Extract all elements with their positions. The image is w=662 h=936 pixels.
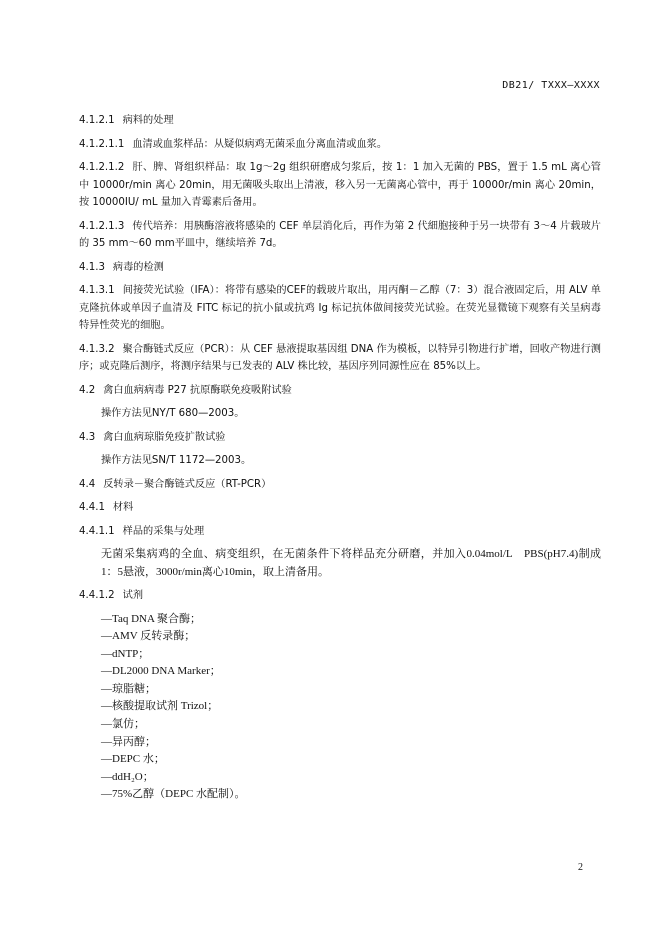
section-title: 禽白血病琼脂免疫扩散试验 [103, 431, 226, 443]
reagent-item: —DEPC 水； [101, 753, 165, 766]
section-4-4-1 [79, 499, 601, 517]
section-number: 4.2 [79, 384, 96, 396]
section-4-1-3-2 [79, 341, 601, 376]
reagent-item: —ddH₂O； [101, 770, 154, 783]
section-text: 传代培养：用胰酶溶液将感染的 CEF 单层消化后，再作为第 2 代細胞接种于另一块带有 3～4 片载玻片的 35 mm～60 mm平皿中，继续培养 7d。 [79, 220, 601, 249]
reagent-item: —75%乙醇（DEPC 水配制）。 [101, 788, 246, 801]
document-body [79, 106, 601, 804]
section-4-2-method [79, 405, 601, 423]
section-4-4-1-2 [79, 587, 601, 605]
section-title: 病毒的检测 [112, 261, 164, 273]
reagent-item: —dNTP； [101, 647, 150, 660]
section-number: 4.1.3 [79, 261, 105, 273]
section-text: 血清或血浆样品：从疑似病鸡无菌采血分离血清或血浆。 [132, 138, 388, 150]
reagent-item: —AMV 反转录酶； [101, 630, 196, 643]
section-number: 4.1.2.1.1 [79, 138, 125, 150]
section-title: 禽白血病病毒 P27 抗原酶联免疫吸附试验 [103, 384, 292, 396]
reagent-item: —核酸提取试剂 Trizol； [101, 700, 219, 713]
section-title: 样品的采集与处理 [122, 525, 205, 537]
reagent-list [79, 611, 601, 805]
section-4-4-1-1-text [79, 546, 601, 581]
section-4-4 [79, 476, 601, 494]
section-number: 4.4 [79, 478, 96, 490]
section-text: 操作方法见NY/T 680—2003。 [101, 408, 245, 419]
section-number: 4.1.2.1.3 [79, 220, 125, 232]
section-title: 病料的处理 [122, 115, 174, 126]
reagent-item: —琼脂糖； [101, 682, 156, 695]
section-4-3 [79, 429, 601, 447]
section-4-2 [79, 382, 601, 400]
section-title: 材料 [112, 502, 134, 513]
section-number: 4.4.1.2 [79, 590, 115, 601]
section-title: 试剂 [122, 590, 144, 601]
section-number: 4.4.1 [79, 502, 105, 513]
section-title: 反转录－聚合酶链式反应（RT-PCR） [103, 478, 272, 490]
section-number: 4.3 [79, 431, 96, 443]
section-4-1-2-1-1 [79, 136, 601, 154]
reagent-item: —异丙醇； [101, 735, 156, 748]
section-text: 间接荧光试验（IFA）：将带有感染的CEF的载玻片取出，用丙酮－乙醇（7：3）混合液固定后，用 ALV 单克隆抗体或单因子血清及 FITC 标记的抗小鼠或抗鸡 Ig 标记抗体做间接荧光试验。在荧光显微镜下观察有关呈病毒特异性荧光的细胞。 [79, 285, 601, 331]
section-text: 操作方法见SN/T 1172—2003。 [101, 455, 252, 466]
section-4-1-2-1-3 [79, 218, 601, 253]
section-number: 4.1.2.1 [79, 115, 115, 126]
section-number: 4.1.3.1 [79, 285, 115, 296]
section-text: 聚合酶链式反应（PCR）：从 CEF 悬液提取基因组 DNA 作为模板，以特异引物进行扩增，回收产物进行测序；或克隆后测序，将测序结果与已发表的 ALV 株比较，基因序列同源性应在 85%以上。 [79, 343, 601, 372]
section-4-1-3-1 [79, 282, 601, 335]
page-number: 2 [578, 862, 583, 873]
section-4-1-2-1-2 [79, 159, 601, 212]
section-4-3-method [79, 452, 601, 470]
document-code: DB21/ TXXX—XXXX [502, 80, 600, 91]
section-number: 4.1.3.2 [79, 343, 115, 355]
section-4-1-3 [79, 259, 601, 277]
reagent-item: —氯仿； [101, 718, 145, 731]
section-text: 肝、脾、肾组织样品：取 1g～2g 组织研磨成匀浆后，按 1：1 加入无菌的 PBS，置于 1.5 mL 离心管中 10000r/min 离心 20min，用无菌吸头取出上清液，移入另一无菌离心管中，再于 10000r/min 离心 20min，按 10000IU/ mL 量加入青霉素后备用。 [79, 162, 601, 208]
reagent-item: —DL2000 DNA Marker； [101, 665, 221, 678]
section-4-1-2-1 [79, 112, 601, 130]
section-4-4-1-1 [79, 523, 601, 541]
section-number: 4.1.2.1.2 [79, 162, 125, 173]
section-number: 4.4.1.1 [79, 525, 115, 537]
reagent-item: —Taq DNA 聚合酶； [101, 612, 202, 625]
section-text: 无菌采集病鸡的全血、病变组织，在无菌条件下将样品充分研磨，并加入0.04mol/L PBS(pH7.4)制成1：5悬液，3000r/min离心10min，取上清备用。 [101, 548, 601, 578]
